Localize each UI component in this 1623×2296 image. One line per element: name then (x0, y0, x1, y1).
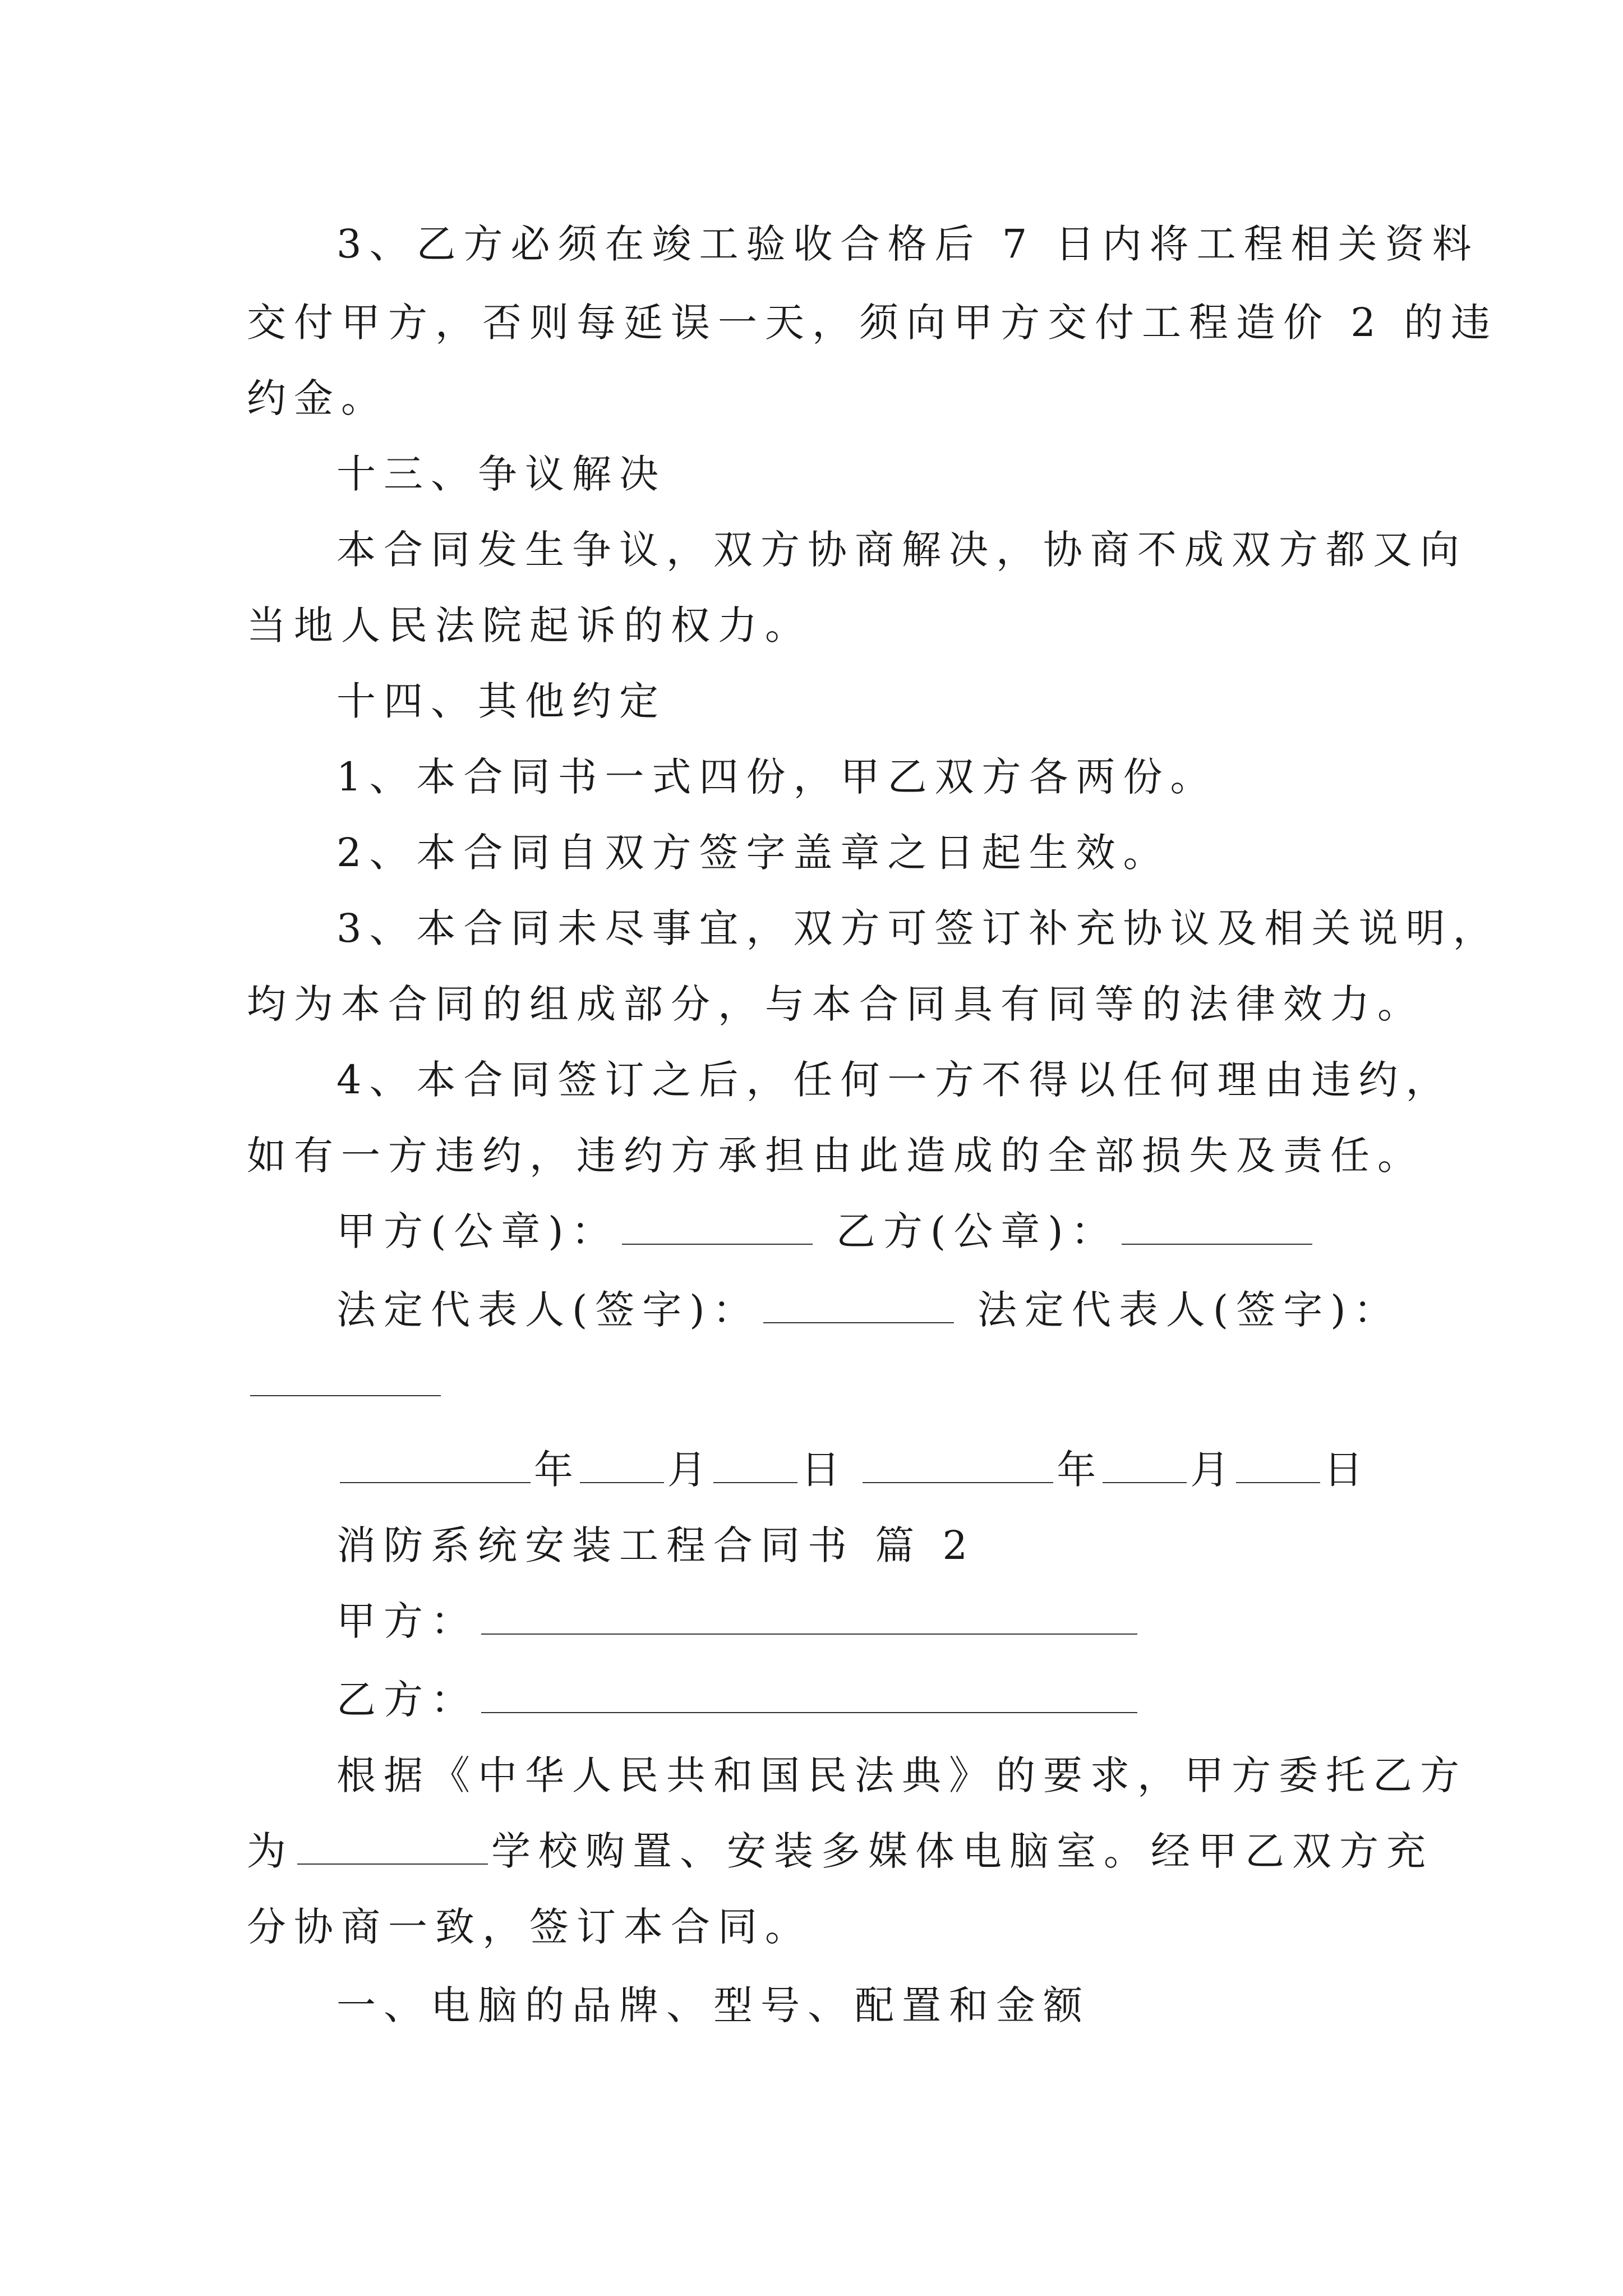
signature-seal-line (336, 1206, 1316, 1257)
year-label: 年 (534, 1447, 577, 1493)
date-a-year-blank (340, 1447, 531, 1483)
list-item: 1、本合同书一式四份，甲乙双方各两份。 (336, 754, 1218, 800)
date-b-year-blank (863, 1447, 1053, 1483)
date-b-day-blank (1236, 1447, 1320, 1483)
party-a-rep-label: 法定代表人(签字)： (336, 1287, 760, 1333)
day-label: 日 (1324, 1447, 1367, 1493)
paragraph-line (247, 1826, 1433, 1876)
paragraph-line: 本合同发生争议，双方协商解决，协商不成双方都又向 (336, 527, 1467, 573)
paragraph-line: 分协商一致，签订本合同。 (247, 1904, 812, 1950)
party-a-label: 甲方： (336, 1598, 478, 1644)
list-item: 2、本合同自双方签字盖章之日起生效。 (336, 830, 1170, 876)
paragraph-line: 交付甲方，否则每延误一天，须向甲方交付工程造价 2 的违 (247, 300, 1498, 346)
party-a-line (336, 1596, 1141, 1646)
list-item: 3、本合同未尽事宜，双方可签订补充协议及相关说明， (336, 905, 1500, 951)
paragraph-line: 根据《中华人民共和国民法典》的要求，甲方委托乙方 (336, 1752, 1467, 1798)
list-item: 如有一方违约，违约方承担由此造成的全部损失及责任。 (247, 1133, 1424, 1179)
date-a-month-blank (580, 1447, 664, 1483)
paragraph-line: 当地人民法院起诉的权力。 (247, 602, 812, 648)
date-line (336, 1444, 1366, 1495)
month-label: 月 (667, 1447, 710, 1493)
party-b-seal-label: 乙方(公章)： (836, 1208, 1118, 1254)
party-a-blank (481, 1599, 1137, 1635)
party-b-label: 乙方： (336, 1677, 478, 1723)
school-name-blank (297, 1829, 488, 1865)
signature-rep-line (336, 1285, 1401, 1335)
list-item: 均为本合同的组成部分，与本合同具有同等的法律效力。 (247, 981, 1424, 1027)
signature-rep-continuation (247, 1358, 444, 1408)
paragraph-line: 3、乙方必须在竣工验收合格后 7 日内将工程相关资料 (336, 221, 1479, 267)
section-heading: 十三、争议解决 (336, 451, 666, 497)
party-b-blank (481, 1677, 1137, 1713)
party-a-rep-blank (763, 1287, 954, 1323)
party-b-seal-blank (1122, 1209, 1312, 1245)
day-label: 日 (801, 1447, 843, 1493)
party-a-seal-label: 甲方(公章)： (336, 1208, 619, 1254)
party-a-seal-blank (622, 1209, 813, 1245)
date-a-day-blank (713, 1447, 797, 1483)
paragraph-line: 约金。 (247, 375, 388, 421)
party-b-rep-label: 法定代表人(签字)： (977, 1287, 1401, 1333)
list-item: 4、本合同签订之后，任何一方不得以任何理由违约， (336, 1057, 1453, 1103)
section-heading: 十四、其他约定 (336, 678, 666, 724)
party-b-line (336, 1674, 1141, 1725)
year-label: 年 (1057, 1447, 1100, 1493)
date-b-month-blank (1103, 1447, 1187, 1483)
paragraph-text: 学校购置、安装多媒体电脑室。经甲乙双方充 (491, 1828, 1433, 1874)
month-label: 月 (1190, 1447, 1233, 1493)
paragraph-text: 为 (247, 1828, 294, 1874)
section-heading: 一、电脑的品牌、型号、配置和金额 (336, 1982, 1090, 2028)
party-b-rep-blank (250, 1360, 441, 1396)
document-title: 消防系统安装工程合同书 篇 2 (336, 1522, 976, 1568)
